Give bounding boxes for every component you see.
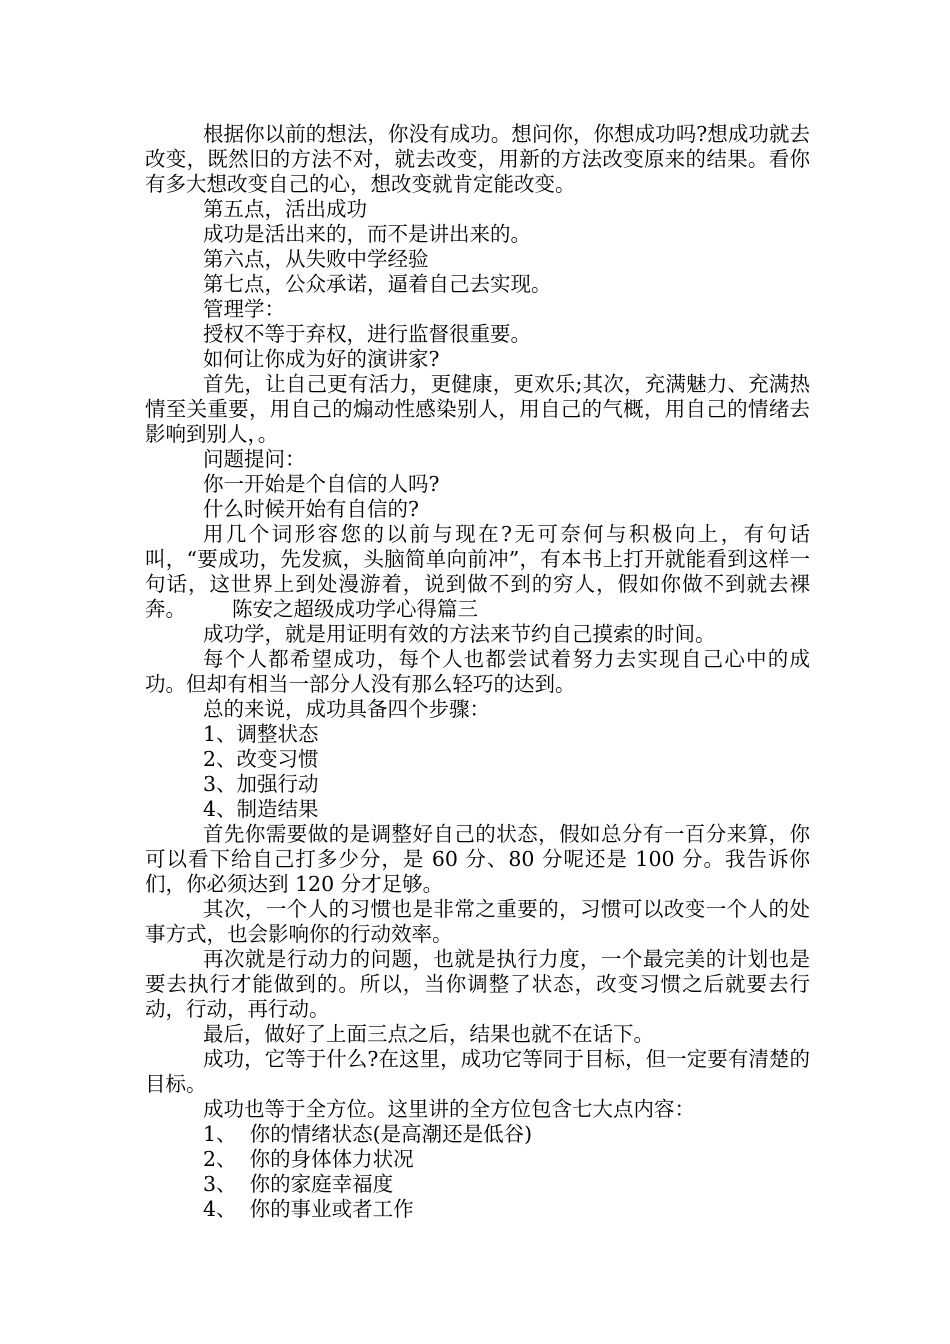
paragraph: 你一开始是个自信的人吗? — [203, 472, 440, 496]
paragraph: 第六点，从失败中学经验 — [203, 247, 429, 271]
paragraph: 首先，让自己更有活力，更健康，更欢乐;其次，充满魅力、充满热情至关重要，用自己的煽动性感染别人，用自己的气概，用自己的情绪去影响到别人，。 — [145, 372, 810, 446]
paragraph: 成功学，就是用证明有效的方法来节约自己摸索的时间。 — [203, 622, 716, 646]
paragraph: 其次，一个人的习惯也是非常之重要的，习惯可以改变一个人的处事方式，也会影响你的行动效率。 — [145, 897, 810, 946]
paragraph: 第五点，活出成功 — [203, 197, 367, 221]
paragraph: 每个人都希望成功，每个人也都尝试着努力去实现自己心中的成功。但却有相当一部分人没有那么轻巧的达到。 — [145, 647, 810, 696]
paragraph: 第七点，公众承诺，逼着自己去实现。 — [203, 272, 552, 296]
paragraph: 再次就是行动力的问题，也就是执行力度，一个最完美的计划也是要去执行才能做到的。所以，当你调整了状态，改变习惯之后就要去行动，行动，再行动。 — [145, 947, 810, 1021]
paragraph: 成功也等于全方位。这里讲的全方位包含七大点内容： — [203, 1097, 695, 1121]
paragraph-with-heading — [145, 522, 810, 622]
list-item: 4、 你的事业或者工作 — [203, 1197, 414, 1221]
paragraph: 根据你以前的想法，你没有成功。想问你，你想成功吗?想成功就去改变，既然旧的方法不对，就去改变，用新的方法改变原来的结果。看你有多大想改变自己的心，想改变就肯定能改变。 — [145, 122, 810, 196]
section-heading: 陈安之超级成功学心得篇三 — [232, 597, 478, 621]
list-item: 1、调整状态 — [203, 722, 319, 746]
paragraph: 如何让你成为好的演讲家? — [203, 347, 440, 371]
paragraph: 管理学： — [203, 297, 285, 321]
paragraph: 成功，它等于什么?在这里，成功它等同于目标，但一定要有清楚的目标。 — [145, 1047, 810, 1096]
paragraph: 首先你需要做的是调整好自己的状态，假如总分有一百分来算，你可以看下给自己打多少分，是 60 分、80 分呢还是 100 分。我告诉你们，你必须达到 120 分才足够。 — [145, 822, 810, 896]
paragraph: 授权不等于弃权，进行监督很重要。 — [203, 322, 531, 346]
list-item: 1、 你的情绪状态(是高潮还是低谷) — [203, 1122, 533, 1146]
paragraph: 总的来说，成功具备四个步骤： — [203, 697, 490, 721]
paragraph: 什么时候开始有自信的? — [203, 497, 419, 521]
paragraph-text: 用几个词形容您的以前与现在?无可奈何与积极向上，有句话叫，“要成功，先发疯，头脑简单向前冲”，有本书上打开就能看到这样一句话，这世界上到处漫游着，说到做不到的穷人，假如你做不到就去裸奔。 — [145, 522, 810, 621]
list-item: 3、加强行动 — [203, 772, 319, 796]
list-item: 2、 你的身体体力状况 — [203, 1147, 414, 1171]
document-body — [145, 122, 810, 1222]
paragraph: 最后，做好了上面三点之后，结果也就不在话下。 — [203, 1022, 654, 1046]
paragraph: 问题提问： — [203, 447, 306, 471]
list-item: 2、改变习惯 — [203, 747, 319, 771]
list-item: 4、制造结果 — [203, 797, 319, 821]
paragraph: 成功是活出来的，而不是讲出来的。 — [203, 222, 531, 246]
list-item: 3、 你的家庭幸福度 — [203, 1172, 394, 1196]
